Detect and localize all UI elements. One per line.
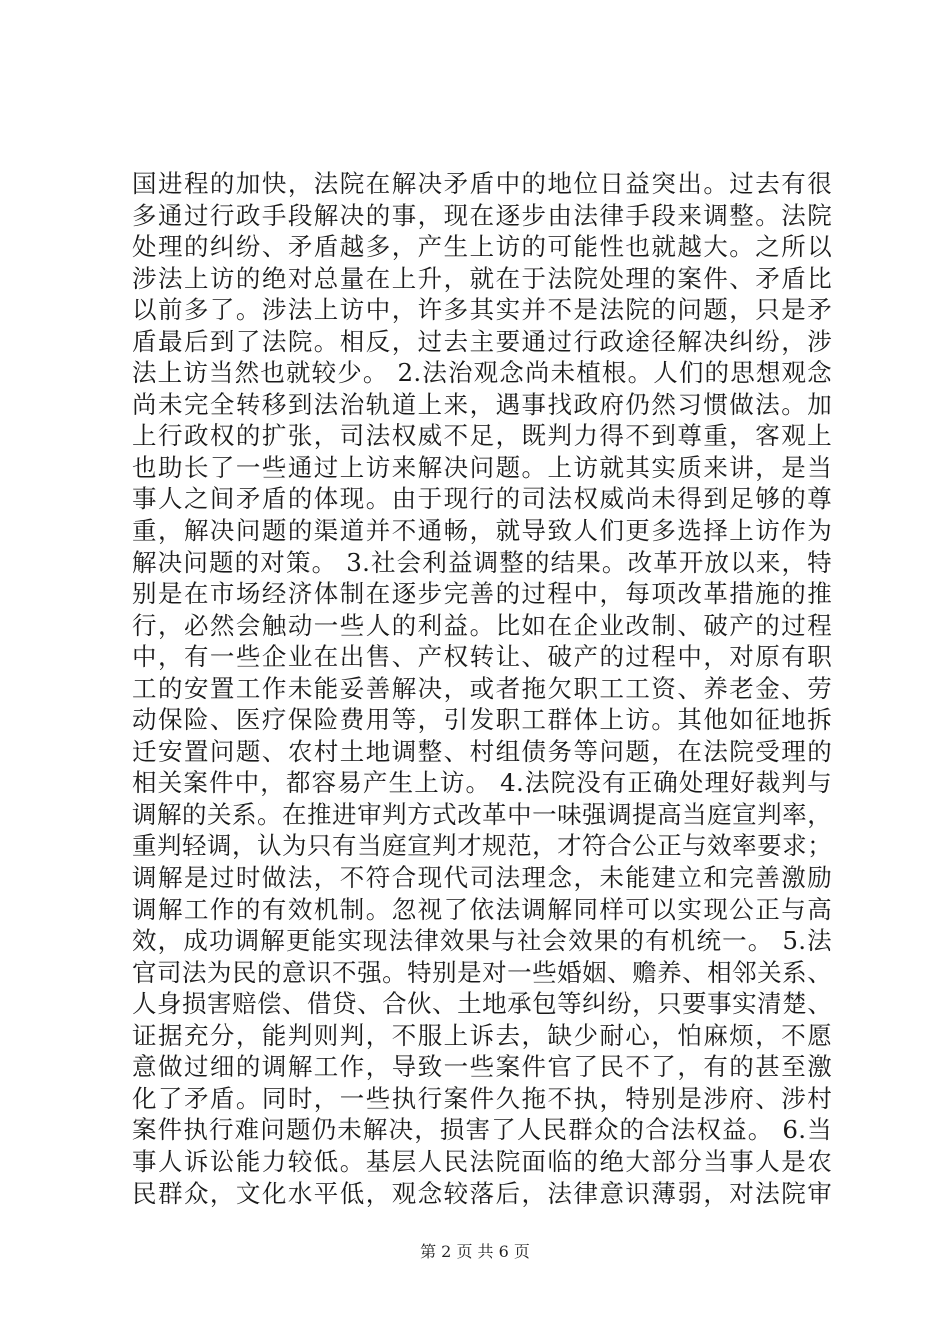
- text-line: 民群众，文化水平低，观念较落后，法律意识薄弱，对法院审: [132, 1178, 832, 1208]
- body-text: [132, 168, 832, 1209]
- text-line: 化了矛盾。同时，一些执行案件久拖不执，特别是涉府、涉村: [132, 1083, 832, 1113]
- text-line: 事人之间矛盾的体现。由于现行的司法权威尚未得到足够的尊: [132, 484, 832, 514]
- text-line: 别是在市场经济体制在逐步完善的过程中，每项改革措施的推: [132, 579, 832, 609]
- text-line: 人身损害赔偿、借贷、合伙、土地承包等纠纷，只要事实清楚、: [132, 989, 832, 1019]
- text-line: 盾最后到了法院。相反，过去主要通过行政途径解决纠纷，涉: [132, 326, 832, 356]
- text-line: 法上访当然也就较少。 2.法治观念尚未植根。人们的思想观念: [132, 358, 832, 388]
- text-line: 官司法为民的意识不强。特别是对一些婚姻、赡养、相邻关系、: [132, 957, 832, 987]
- text-line: 行，必然会触动一些人的利益。比如在企业改制、破产的过程: [132, 610, 832, 640]
- text-line: 工的安置工作未能妥善解决，或者拖欠职工工资、养老金、劳: [132, 673, 832, 703]
- text-line: 以前多了。涉法上访中，许多其实并不是法院的问题，只是矛: [132, 295, 832, 325]
- text-line: 解决问题的对策。 3.社会利益调整的结果。改革开放以来，特: [132, 547, 832, 577]
- text-line: 国进程的加快，法院在解决矛盾中的地位日益突出。过去有很: [132, 169, 832, 198]
- text-line: 重，解决问题的渠道并不通畅，就导致人们更多选择上访作为: [132, 516, 832, 546]
- text-line: 中，有一些企业在出售、产权转让、破产的过程中，对原有职: [132, 642, 832, 672]
- text-line: 意做过细的调解工作，导致一些案件官了民不了，有的甚至激: [132, 1052, 832, 1082]
- text-line: 多通过行政手段解决的事，现在逐步由法律手段来调整。法院: [132, 200, 832, 230]
- text-line: 涉法上访的绝对总量在上升，就在于法院处理的案件、矛盾比: [132, 263, 832, 293]
- text-line: 尚未完全转移到法治轨道上来，遇事找政府仍然习惯做法。加: [132, 389, 832, 419]
- text-line: 调解的关系。在推进审判方式改革中一味强调提高当庭宣判率，: [132, 799, 832, 829]
- text-line: 动保险、医疗保险费用等，引发职工群体上访。其他如征地拆: [132, 705, 832, 735]
- text-line: 相关案件中，都容易产生上访。 4.法院没有正确处理好裁判与: [132, 768, 832, 798]
- text-line: 上行政权的扩张，司法权威不足，既判力得不到尊重，客观上: [132, 421, 832, 451]
- text-line: 事人诉讼能力较低。基层人民法院面临的绝大部分当事人是农: [132, 1146, 832, 1176]
- text-line: 迁安置问题、农村土地调整、村组债务等问题，在法院受理的: [132, 736, 832, 766]
- text-line: 调解是过时做法，不符合现代司法理念，未能建立和完善激励: [132, 863, 832, 893]
- text-line: 效，成功调解更能实现法律效果与社会效果的有机统一。 5.法: [132, 926, 832, 956]
- text-line: 调解工作的有效机制。忽视了依法调解同样可以实现公正与高: [132, 894, 832, 924]
- page-number-footer: 第 2 页 共 6 页: [420, 1242, 530, 1261]
- text-line: 证据充分，能判则判，不服上诉去，缺少耐心，怕麻烦，不愿: [132, 1020, 832, 1050]
- text-line: 也助长了一些通过上访来解决问题。上访就其实质来讲，是当: [132, 452, 832, 482]
- text-line: 案件执行难问题仍未解决，损害了人民群众的合法权益。 6.当: [132, 1115, 832, 1145]
- text-line: 重判轻调，认为只有当庭宣判才规范，才符合公正与效率要求；: [132, 831, 832, 861]
- text-line: 处理的纠纷、矛盾越多，产生上访的可能性也就越大。之所以: [132, 232, 832, 262]
